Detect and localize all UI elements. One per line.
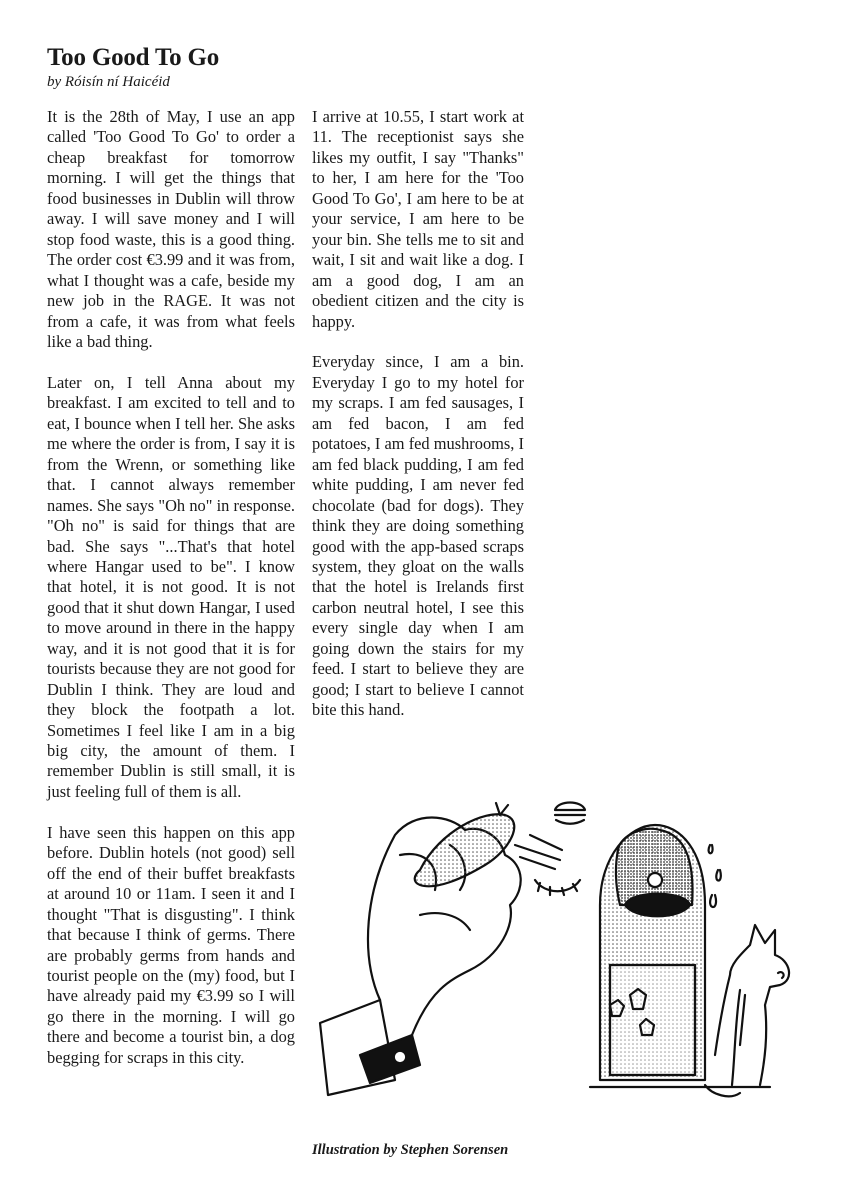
paragraph: Everyday since, I am a bin. Everyday I go to my hotel for my scraps. I am fed sausages, I am fed bacon, I am fed potatoes, I am fed mushrooms, I am fed black pudding, I am fed white pudding, I am never fed chocolate (bad for dogs). They think they are doing something good with the app-based scraps system, they gloat on the walls that the hotel is Irelands first carbon neutral hotel, I see this every single day when I am going down the stairs for my feed. I start to believe they are good; I start to believe I cannot bite this hand. [312,352,524,720]
right-column [312,107,524,741]
paragraph: Later on, I tell Anna about my breakfast. I am excited to tell and to eat, I bounce when I tell her. She asks me where the order is from, I say it is from the Wrenn, or something like that. I cannot always remember names. She says "Oh no" in response. "Oh no" is said for things that are bad. She says "...That's that hotel where Hangar used to be". I know that hotel, it is not good. It is not good that it shut down Hangar, I used to move around in there in the happy way, and it is not good that it is for tourists because they are not good for Dublin I think. They are loud and they block the footpath a lot. Sometimes I feel like I am in a big big city, the amount of them. I remember Dublin is still small, it is just feeling full of them is all. [47,372,295,801]
article-title: Too Good To Go [47,44,220,71]
dog-icon [715,925,789,1085]
article-byline: by Róisín ní Haicéid [47,74,170,90]
sausage-icon [415,814,515,886]
paragraph: I have seen this happen on this app before. Dublin hotels (not good) sell off the end of their buffet breakfasts at around 10 or 11am. I seen it and I thought "That is disgusting". I think that because I think of germs. There are probably germs from hands and tourist people on the (my) food, but I have already paid my €3.99 so I will go there in the morning. I will go there and become a tourist bin, a dog begging for scraps in this city. [47,822,295,1067]
illustration-credit: Illustration by Stephen Sorensen [312,1142,509,1158]
paragraph: It is the 28th of May, I use an app called 'Too Good To Go' to order a cheap breakfast for tomorrow morning. I will get the things that food businesses in Dublin will throw away. I will save money and I will stop food waste, this is a good thing. The order cost €3.99 and it was from, what I thought was a cafe, beside my new job in the RAGE. It was not from a cafe, it was from what feels like a bad thing. [47,107,295,351]
left-column [47,107,295,1089]
paragraph: I arrive at 10.55, I start work at 11. The receptionist says she likes my outfit, I say "Thanks" to her, I am here for the 'Too Good To Go', I am here to be at your service, I am here to be your bin. She tells me to sit and wait, I sit and wait like a dog. I am a good dog, I am an obedient citizen and the city is happy. [312,107,524,331]
illustration [300,795,820,1130]
croissant-icon [535,880,580,895]
burger-icon [555,803,585,824]
